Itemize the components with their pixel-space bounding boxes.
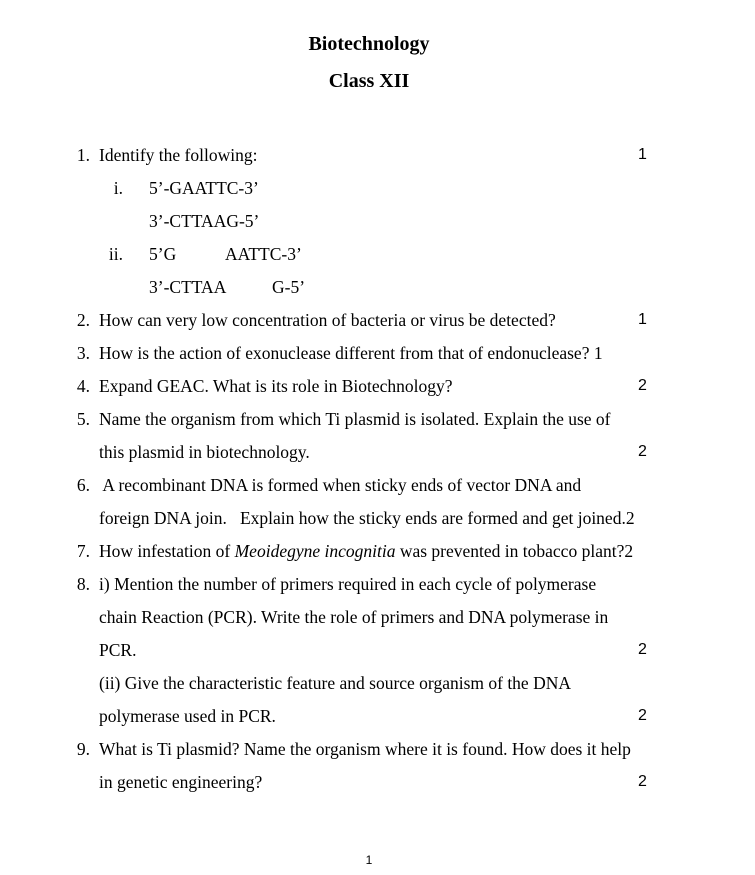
question-number: 3. [76, 343, 90, 363]
sequence-fragment: AATTC-3’ [225, 244, 302, 264]
sub-label: ii. [108, 244, 123, 264]
question-text: A recombinant DNA is formed when sticky ends of vector DNA and [99, 475, 582, 495]
sequence-line: 5’-GAATTC-3’ [149, 178, 259, 198]
question-text: Name the organism from which Ti plasmid is isolated. Explain the use of [99, 409, 611, 429]
question-marks: 1 [638, 146, 647, 163]
question-text [99, 539, 633, 563]
question-text: What is Ti plasmid? Name the organism where it is found. How does it help [99, 739, 631, 759]
question-text-part: How infestation of [99, 541, 235, 561]
page-number: 1 [365, 853, 373, 867]
question-text: How is the action of exonuclease different from that of endonuclease? 1 [99, 343, 603, 363]
question-number: 4. [76, 376, 90, 396]
class-heading: Class XII [328, 70, 410, 92]
question-text-part: was prevented in tobacco plant?2 [395, 541, 634, 561]
question-text: How can very low concentration of bacteria or virus be detected? [99, 310, 556, 330]
question-text: (ii) Give the characteristic feature and source organism of the DNA [99, 673, 571, 693]
question-text: Expand GEAC. What is its role in Biotechnology? [99, 376, 453, 396]
document-title: Biotechnology [308, 33, 430, 55]
question-text: in genetic engineering? [99, 772, 263, 792]
question-text: chain Reaction (PCR). Write the role of primers and DNA polymerase in [99, 607, 609, 627]
sequence-fragment: G-5’ [272, 277, 306, 297]
question-marks: 2 [638, 707, 647, 724]
sequence-line: 3’-CTTAAG-5’ [149, 211, 260, 231]
question-text: polymerase used in PCR. [99, 706, 276, 726]
question-number: 5. [76, 409, 90, 429]
question-marks: 1 [638, 311, 647, 328]
question-number: 7. [76, 541, 90, 561]
question-text: PCR. [99, 640, 137, 660]
question-marks: 2 [638, 443, 647, 460]
question-marks: 2 [638, 773, 647, 790]
question-number: 6. [76, 475, 90, 495]
question-text: Identify the following: [99, 145, 258, 165]
question-marks: 2 [638, 377, 647, 394]
question-text: this plasmid in biotechnology. [99, 442, 310, 462]
species-name: Meoidegyne incognitia [234, 541, 396, 561]
sequence-fragment: 3’-CTTAA [149, 277, 227, 297]
question-number: 1. [76, 145, 90, 165]
question-marks: 2 [638, 641, 647, 658]
question-number: 8. [76, 574, 90, 594]
question-text: i) Mention the number of primers required in each cycle of polymerase [99, 574, 597, 594]
question-number: 2. [76, 310, 90, 330]
sub-label: i. [113, 178, 123, 198]
question-number: 9. [76, 739, 90, 759]
question-text: foreign DNA join. Explain how the sticky ends are formed and get joined.2 [99, 508, 635, 528]
sequence-fragment: 5’G [149, 244, 177, 264]
